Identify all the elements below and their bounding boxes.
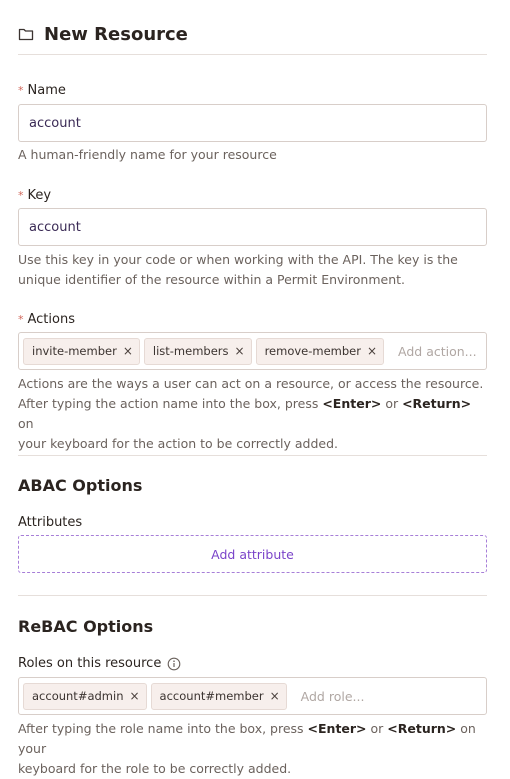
help-text: or: [381, 396, 403, 411]
folder-icon: [18, 26, 34, 42]
help-text: or: [366, 721, 388, 736]
help-text: on your: [18, 721, 476, 756]
help-text: After typing the action name into the box, press: [18, 396, 323, 411]
name-input[interactable]: [18, 104, 487, 142]
name-help: A human-friendly name for your resource: [18, 147, 277, 162]
roles-help-line: [18, 719, 488, 759]
section-divider: [18, 455, 487, 456]
attributes-label: Attributes: [18, 515, 83, 530]
actions-label: [18, 312, 75, 327]
remove-chip-icon[interactable]: ×: [234, 344, 245, 358]
page-header: [18, 14, 488, 54]
roles-input[interactable]: [18, 677, 487, 715]
abac-section-title: ABAC Options: [18, 476, 143, 495]
name-label-text: Name: [27, 83, 66, 98]
help-text: on: [18, 416, 34, 431]
section-divider: [18, 595, 487, 596]
add-attribute-button[interactable]: Add attribute: [18, 535, 487, 573]
action-chip-label: list-members: [152, 344, 229, 358]
roles-label-text: Roles on this resource: [18, 656, 162, 671]
role-chip-label: account#admin: [32, 689, 124, 703]
key-input[interactable]: [18, 208, 487, 246]
roles-help-line: keyboard for the role to be correctly added.: [18, 761, 292, 776]
enter-key-text: <Enter>: [322, 396, 382, 411]
actions-help-line: your keyboard for the action to be correctly added.: [18, 436, 338, 451]
name-label: [18, 83, 66, 98]
actions-help-line: Actions are the ways a user can act on a resource, or access the resource.: [18, 376, 484, 391]
add-action-placeholder[interactable]: Add action...: [398, 343, 477, 359]
remove-chip-icon[interactable]: ×: [269, 689, 280, 703]
remove-chip-icon[interactable]: ×: [122, 344, 133, 358]
action-chip: [144, 338, 252, 365]
help-text: After typing the role name into the box, press: [18, 721, 308, 736]
roles-help: [18, 719, 488, 779]
actions-input[interactable]: [18, 332, 487, 370]
page-title: New Resource: [44, 23, 188, 45]
role-chip: [151, 683, 287, 710]
required-mark: *: [18, 84, 24, 97]
key-help-line: Use this key in your code or when working with the API. The key is the: [18, 252, 458, 267]
return-key-text: <Return>: [402, 396, 472, 411]
rebac-section-title: ReBAC Options: [18, 617, 154, 636]
info-icon[interactable]: [167, 657, 181, 671]
key-input-value: account: [29, 219, 81, 235]
actions-label-text: Actions: [27, 312, 75, 327]
action-chip-label: invite-member: [32, 344, 117, 358]
required-mark: *: [18, 189, 24, 202]
actions-help: [18, 374, 488, 454]
action-chip-label: remove-member: [264, 344, 361, 358]
key-help-line: unique identifier of the resource within a Permit Environment.: [18, 272, 405, 287]
key-label-text: Key: [27, 188, 52, 203]
roles-label: [18, 656, 181, 671]
header-divider: [18, 54, 487, 55]
key-label: [18, 188, 51, 203]
action-chip: [256, 338, 384, 365]
role-chip: [23, 683, 147, 710]
enter-key-text: <Enter>: [307, 721, 367, 736]
actions-help-line: [18, 394, 488, 434]
remove-chip-icon[interactable]: ×: [129, 689, 140, 703]
return-key-text: <Return>: [387, 721, 457, 736]
action-chip: [23, 338, 140, 365]
role-chip-label: account#member: [159, 689, 264, 703]
name-input-value: account: [29, 115, 81, 131]
remove-chip-icon[interactable]: ×: [366, 344, 378, 358]
add-role-placeholder[interactable]: Add role...: [300, 688, 365, 704]
key-help: [18, 250, 488, 290]
required-mark: *: [18, 313, 24, 326]
